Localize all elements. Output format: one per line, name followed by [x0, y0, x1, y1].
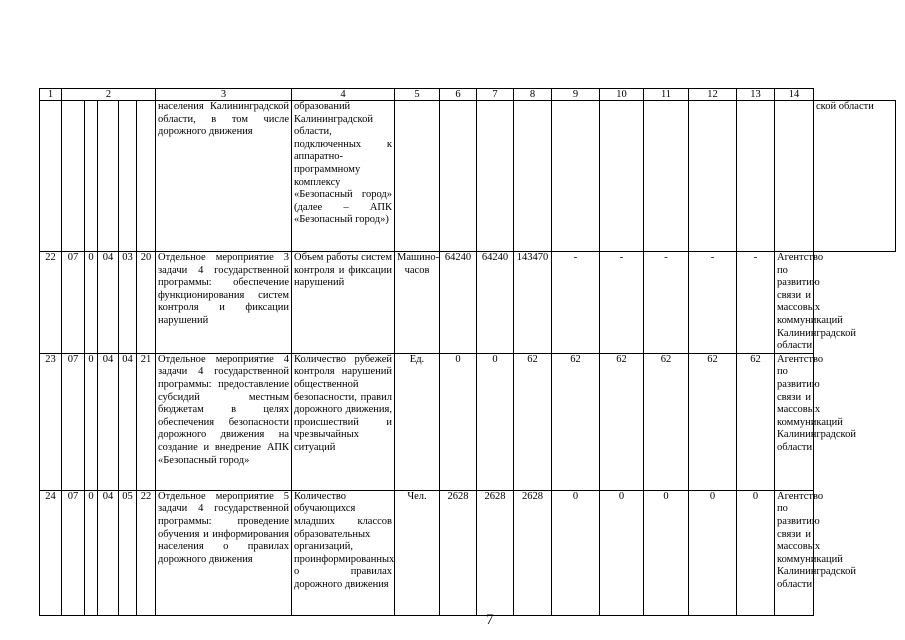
header-cell: 13: [737, 89, 775, 101]
value-cell: -: [737, 252, 775, 354]
value-cell: 0: [737, 490, 775, 615]
value-cell: 64240: [477, 252, 514, 354]
indicator-cell: Количество обучающихся младших классов образовательных организаций, проинформированных о правилах дорожного движения: [292, 490, 395, 615]
code-cell: 04: [98, 353, 119, 490]
value-cell: -: [552, 252, 600, 354]
page-number: 7: [486, 612, 494, 628]
code-cell: 0: [85, 353, 98, 490]
measure-name-cell: Отдельное мероприятие 5 задачи 4 государственной программы: проведение обучения и информирования населения о правилах дорожного движения: [156, 490, 292, 615]
code-cell: 23: [40, 353, 62, 490]
value-cell: 62: [737, 353, 775, 490]
value-cell: 2628: [477, 490, 514, 615]
header-cell: 6: [440, 89, 477, 101]
table-row: [40, 353, 896, 490]
value-cell: 62: [689, 353, 737, 490]
indicator-cell: Объем работы систем контроля и фиксации нарушений: [292, 252, 395, 354]
code-cell: 07: [62, 353, 85, 490]
header-cell: 2: [62, 89, 156, 101]
executor-cell: Агентство по развитию связи и массовых коммуникаций Калининградской области: [775, 252, 814, 354]
value-cell: -: [689, 252, 737, 354]
table-row: [40, 490, 896, 615]
value-cell: 2628: [514, 490, 552, 615]
value-cell: 0: [644, 490, 689, 615]
code-cell: 03: [119, 252, 137, 354]
value-cell: 0: [600, 490, 644, 615]
measure-name-cell: населения Калининградской области, в том числе дорожного движения: [156, 101, 292, 252]
value-cell: 2628: [440, 490, 477, 615]
header-cell: 7: [477, 89, 514, 101]
code-cell: 04: [98, 490, 119, 615]
code-cell: 04: [119, 353, 137, 490]
code-cell: 04: [98, 252, 119, 354]
value-cell: 62: [600, 353, 644, 490]
header-cell: 5: [395, 89, 440, 101]
header-cell: 11: [644, 89, 689, 101]
header-cell: 4: [292, 89, 395, 101]
header-cell: 8: [514, 89, 552, 101]
code-cell: 07: [62, 252, 85, 354]
unit-cell: Машино-часов: [395, 252, 440, 354]
table-row-continued: [40, 101, 896, 252]
value-cell: 0: [477, 353, 514, 490]
code-cell: 0: [85, 252, 98, 354]
measure-name-cell: Отдельное мероприятие 3 задачи 4 государственной программы: обеспечение функционирования систем контроля и фиксации нарушений: [156, 252, 292, 354]
indicator-cell: образований Калининградской области, подключенных к аппаратно-программному комплексу «Безопасный город» (далее – АПК «Безопасный город»): [292, 101, 395, 252]
unit-cell: Ед.: [395, 353, 440, 490]
header-cell: 9: [552, 89, 600, 101]
executor-cell: Агентство по развитию связи и массовых коммуникаций Калининградской области: [775, 490, 814, 615]
code-cell: 22: [137, 490, 156, 615]
code-cell: 22: [40, 252, 62, 354]
value-cell: -: [644, 252, 689, 354]
code-cell: 05: [119, 490, 137, 615]
executor-cell: ской области: [814, 101, 896, 252]
table-row: [40, 252, 896, 354]
value-cell: 0: [440, 353, 477, 490]
header-cell: 14: [775, 89, 814, 101]
value-cell: -: [600, 252, 644, 354]
value-cell: 0: [552, 490, 600, 615]
code-cell: 20: [137, 252, 156, 354]
value-cell: 62: [644, 353, 689, 490]
unit-cell: Чел.: [395, 490, 440, 615]
program-table: [39, 88, 896, 616]
header-cell: 12: [689, 89, 737, 101]
header-row: [40, 89, 896, 101]
code-cell: 07: [62, 490, 85, 615]
value-cell: 0: [689, 490, 737, 615]
code-cell: 0: [85, 490, 98, 615]
header-cell: 1: [40, 89, 62, 101]
indicator-cell: Количество рубежей контроля нарушений общественной безопасности, правил дорожного движения, происшествий и чрезвычайных ситуаций: [292, 353, 395, 490]
value-cell: 143470: [514, 252, 552, 354]
measure-name-cell: Отдельное мероприятие 4 задачи 4 государственной программы: предоставление субсидий местным бюджетам в целях обеспечения безопасности дорожного движения на создание и внедрение АПК «Безопасный город»: [156, 353, 292, 490]
value-cell: 64240: [440, 252, 477, 354]
header-cell: 3: [156, 89, 292, 101]
code-cell: 24: [40, 490, 62, 615]
value-cell: 62: [552, 353, 600, 490]
executor-cell: Агентство по развитию связи и массовых коммуникаций Калининградской области: [775, 353, 814, 490]
value-cell: 62: [514, 353, 552, 490]
code-cell: 21: [137, 353, 156, 490]
header-cell: 10: [600, 89, 644, 101]
